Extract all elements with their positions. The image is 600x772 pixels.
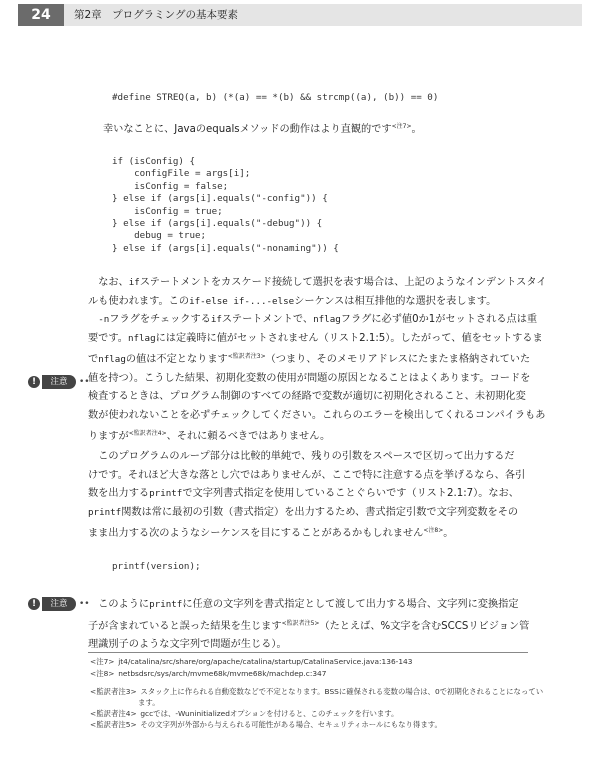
- caution-dots: ••: [79, 377, 90, 387]
- code-block-args: if (isConfig) { configFile = args[i]; isConfig = false; } else if (args[i].equals("-config")) { isConfig = true; } else if (args[i].equals("-debug")) { debug = true; } else if (args[i].equals("-nonaming")) {: [112, 156, 339, 254]
- caution-marker: [28, 375, 94, 389]
- paragraph-cascade: なお、ifステートメントをカスケード接続して選択を表す場合は、上記のようなインデントスタイ ルも使われます。このif-else if-...-elseシーケンスは相互排他的な選択を表します。: [88, 277, 547, 307]
- paragraph-equals: 幸いなことに、Javaのequalsメソッドの動作はより直観的です$^{<注7>}$。: [103, 123, 422, 135]
- code-block-streq: #define STREQ(a, b) (*(a) == *(b) && strcmp((a), (b)) == 0): [112, 92, 439, 103]
- page-number: 24: [18, 4, 64, 26]
- footnote-divider: [88, 652, 528, 653]
- caution-label: 注意: [42, 597, 76, 611]
- exclamation-icon: !: [28, 598, 40, 610]
- caution-dots: ••: [79, 599, 90, 609]
- footnote: <監訳者注3> スタック上に作られる自動変数などで不定となります。BSSに確保される変数の場合は、0で初期化されることになってい: [90, 687, 544, 696]
- caution-label: 注意: [42, 375, 76, 389]
- footnote-continuation: ます。: [138, 698, 160, 707]
- code-block-printf: printf(version);: [112, 561, 201, 572]
- footnote: <注7> jt4/catalina/src/share/org/apache/catalina/startup/CatalinaService.java:136-143: [90, 657, 413, 666]
- caution-marker-2: [28, 597, 94, 611]
- chapter-title: 第2章 プログラミングの基本要素: [74, 9, 238, 21]
- footnote: <監訳者注5> その文字列が外部から与えられる可能性がある場合、セキュリティホールにもなり得ます。: [90, 720, 442, 729]
- page-header: [0, 0, 600, 26]
- footnote: <注8> netbsdsrc/sys/arch/mvme68k/mvme68k/machdep.c:347: [90, 669, 327, 678]
- footnote: <監訳者注4> gccでは、-Wuninitializedオプションを付けると、このチェックを行います。: [90, 709, 399, 718]
- paragraph-printf-warning: このようにprintfに任意の文字列を書式指定として渡して出力する場合、文字列に変換指定 子が含まれていると誤った結果を生じます$^{<監訳者注5>}$（たとえば、%文字を含むSCCSリビジョン管 理識別子のような文字列で問題が生じる）。: [88, 599, 530, 650]
- paragraph-nflag: -nフラグをチェックするifステートメントで、nflagフラグに必ず値0か1がセットされる点は重 要です。nflagには定義時に値がセットされません（リスト2.1:5）。したがって、値をセットするま でnflagの値は不定となります$^{<監訳者注3>}$（つまり、そのメモリアドレスにたまたま格納されていた 値を持つ）。こうした結果、初期化変数の使用が問題の原因となることはよくあります。コードを 検査するときは、プログラム制御のすべての経路で変数が適切に初期化されること、未初期化変 数が使われないことを必ずチェックしてください。これらのエラーを検出してくれるコンパイラもあ りますが$^{<監訳者注4>}$、それに頼るべきではありません。: [88, 314, 546, 442]
- paragraph-loop: このプログラムのループ部分は比較的単純で、残りの引数をスペースで区切って出力するだ けです。それほど大きな落とし穴ではありませんが、ここで特に注意する点を挙げるなら、各引 数を出力するprintfで文字列書式指定を使用していることぐらいです（リスト2.1:7）。なお、 printf関数は常に最初の引数（書式指定）を出力するため、書式指定引数で文字列変数をその まま出力する次のようなシーケンスを目にすることがあるかもしれません$^{<注8>}$。: [88, 451, 526, 539]
- exclamation-icon: !: [28, 376, 40, 388]
